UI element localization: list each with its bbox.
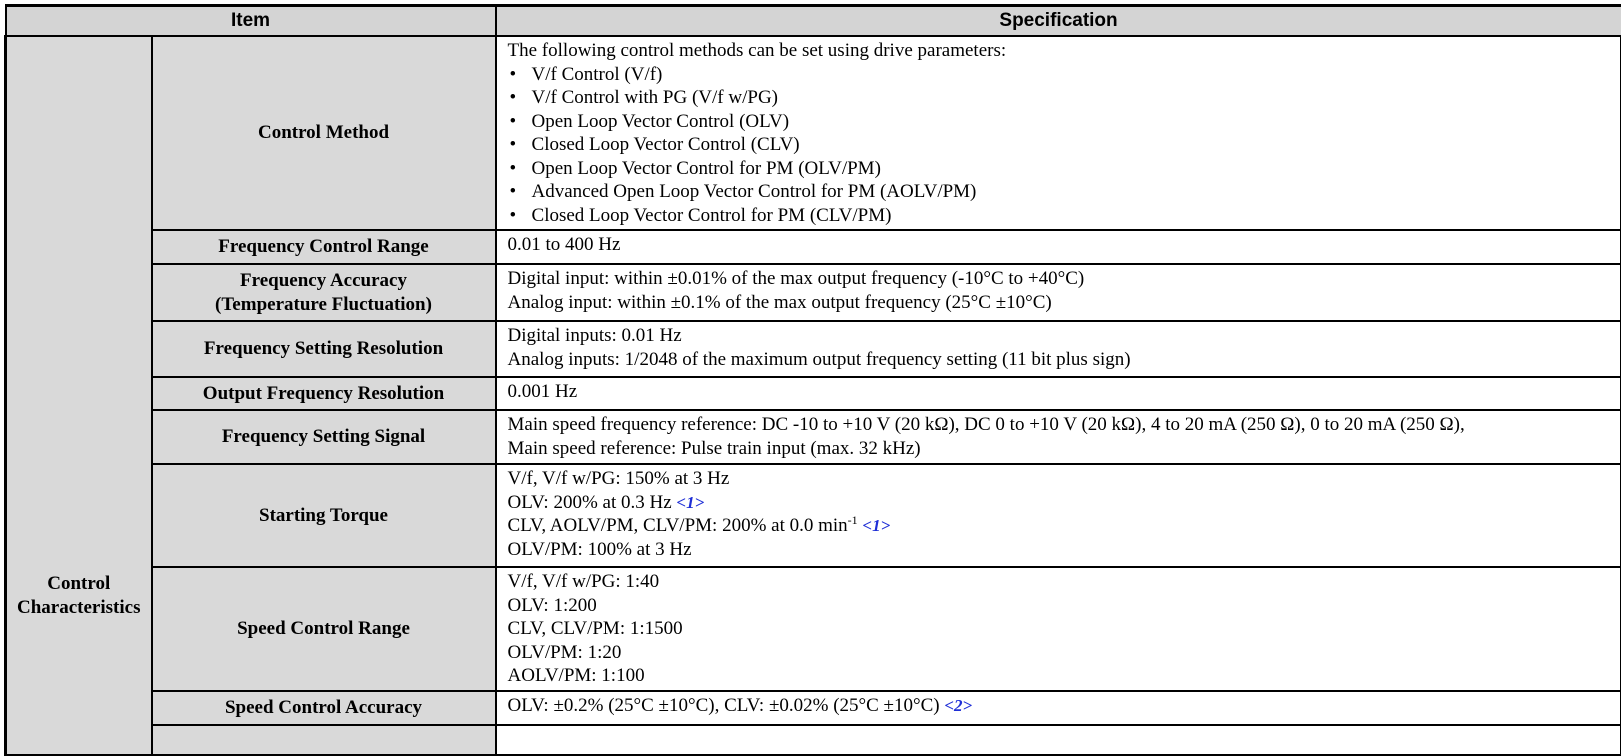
- bullet-icon: •: [508, 63, 532, 87]
- item-frequency-setting-resolution: Frequency Setting Resolution: [152, 321, 496, 377]
- group-label-control-characteristics: [6, 36, 152, 755]
- bullet-icon: •: [508, 133, 532, 157]
- item-frequency-setting-signal: Frequency Setting Signal: [152, 410, 496, 464]
- spec-text: OLV: 200% at 0.3 Hz: [508, 492, 672, 513]
- footnote-link[interactable]: <1>: [862, 516, 890, 535]
- spec-line: Main speed frequency reference: DC -10 to +10 V (20 kΩ), DC 0 to +10 V (20 kΩ), 4 to 20 mA (250 Ω), 0 to 20 mA (250 Ω),: [508, 413, 1611, 437]
- column-header-specification: Specification: [496, 6, 1621, 37]
- table-row: [6, 691, 1621, 725]
- list-item: [508, 133, 1611, 157]
- table-row: [6, 264, 1621, 321]
- item-control-method: Control Method: [152, 36, 496, 230]
- spec-line: Digital inputs: 0.01 Hz: [508, 324, 1611, 348]
- spec-line: Analog inputs: 1/2048 of the maximum output frequency setting (11 bit plus sign): [508, 348, 1611, 372]
- item-output-frequency-resolution: Output Frequency Resolution: [152, 377, 496, 410]
- spec-line: AOLV/PM: 1:100: [508, 664, 1611, 688]
- bullet-icon: •: [508, 204, 532, 228]
- table-row: [6, 321, 1621, 377]
- spec-frequency-accuracy: [496, 264, 1621, 321]
- spec-line: CLV, CLV/PM: 1:1500: [508, 617, 1611, 641]
- list-item-text: Closed Loop Vector Control (CLV): [532, 134, 800, 155]
- spec-line: V/f, V/f w/PG: 1:40: [508, 570, 1611, 594]
- spec-line: OLV/PM: 100% at 3 Hz: [508, 538, 1611, 562]
- bullet-icon: •: [508, 157, 532, 181]
- superscript: -1: [848, 513, 858, 527]
- spec-line: Digital input: within ±0.01% of the max output frequency (-10°C to +40°C): [508, 267, 1611, 291]
- table-row: [6, 725, 1621, 755]
- column-header-item: Item: [6, 6, 496, 37]
- spec-truncated: [496, 725, 1621, 755]
- list-item-text: V/f Control (V/f): [532, 64, 663, 85]
- list-item: [508, 157, 1611, 181]
- footnote-link[interactable]: <2>: [944, 696, 972, 715]
- item-truncated: [152, 725, 496, 755]
- footnote-link[interactable]: <1>: [676, 493, 704, 512]
- bullet-icon: •: [508, 180, 532, 204]
- table-row: [6, 567, 1621, 691]
- table-row: [6, 377, 1621, 410]
- item-frequency-accuracy: [152, 264, 496, 321]
- list-item: [508, 86, 1611, 110]
- spec-line: Main speed reference: Pulse train input (max. 32 kHz): [508, 437, 1611, 461]
- spec-control-method: [496, 36, 1621, 230]
- spec-line: V/f, V/f w/PG: 150% at 3 Hz: [508, 467, 1611, 491]
- spec-text: CLV, AOLV/PM, CLV/PM: 200% at 0.0 min: [508, 515, 848, 536]
- list-item-text: Open Loop Vector Control for PM (OLV/PM): [532, 158, 881, 179]
- spec-intro: The following control methods can be set using drive parameters:: [508, 39, 1611, 63]
- list-item: [508, 204, 1611, 228]
- spec-starting-torque: [496, 464, 1621, 567]
- spec-frequency-setting-resolution: [496, 321, 1621, 377]
- bullet-icon: •: [508, 110, 532, 134]
- group-label-line1: Control: [7, 572, 151, 596]
- table-row: [6, 230, 1621, 264]
- spec-line: OLV: 1:200: [508, 594, 1611, 618]
- list-item-text: V/f Control with PG (V/f w/PG): [532, 87, 778, 108]
- spec-output-frequency-resolution: 0.001 Hz: [496, 377, 1621, 410]
- list-item-text: Open Loop Vector Control (OLV): [532, 111, 790, 132]
- spec-frequency-control-range: 0.01 to 400 Hz: [496, 230, 1621, 264]
- item-starting-torque: Starting Torque: [152, 464, 496, 567]
- item-label-line1: Frequency Accuracy: [153, 269, 495, 293]
- specification-table: [4, 4, 1621, 756]
- list-item: [508, 180, 1611, 204]
- table-header-row: [6, 6, 1621, 37]
- spec-frequency-setting-signal: [496, 410, 1621, 464]
- spec-speed-control-range: [496, 567, 1621, 691]
- list-item: [508, 110, 1611, 134]
- spec-line: OLV/PM: 1:20: [508, 641, 1611, 665]
- table-row: [6, 464, 1621, 567]
- spec-line: [508, 491, 1611, 515]
- spec-speed-control-accuracy: [496, 691, 1621, 725]
- item-label-line2: (Temperature Fluctuation): [153, 293, 495, 317]
- table-row: [6, 410, 1621, 464]
- table-row: [6, 36, 1621, 230]
- item-frequency-control-range: Frequency Control Range: [152, 230, 496, 264]
- spec-text: OLV: ±0.2% (25°C ±10°C), CLV: ±0.02% (25°C ±10°C): [508, 695, 940, 716]
- spec-line: [508, 514, 1611, 538]
- item-speed-control-range: Speed Control Range: [152, 567, 496, 691]
- bullet-icon: •: [508, 86, 532, 110]
- list-item-text: Advanced Open Loop Vector Control for PM (AOLV/PM): [532, 181, 977, 202]
- group-label-line2: Characteristics: [7, 596, 151, 620]
- item-speed-control-accuracy: Speed Control Accuracy: [152, 691, 496, 725]
- spec-line: Analog input: within ±0.1% of the max output frequency (25°C ±10°C): [508, 291, 1611, 315]
- list-item: [508, 63, 1611, 87]
- list-item-text: Closed Loop Vector Control for PM (CLV/PM): [532, 205, 892, 226]
